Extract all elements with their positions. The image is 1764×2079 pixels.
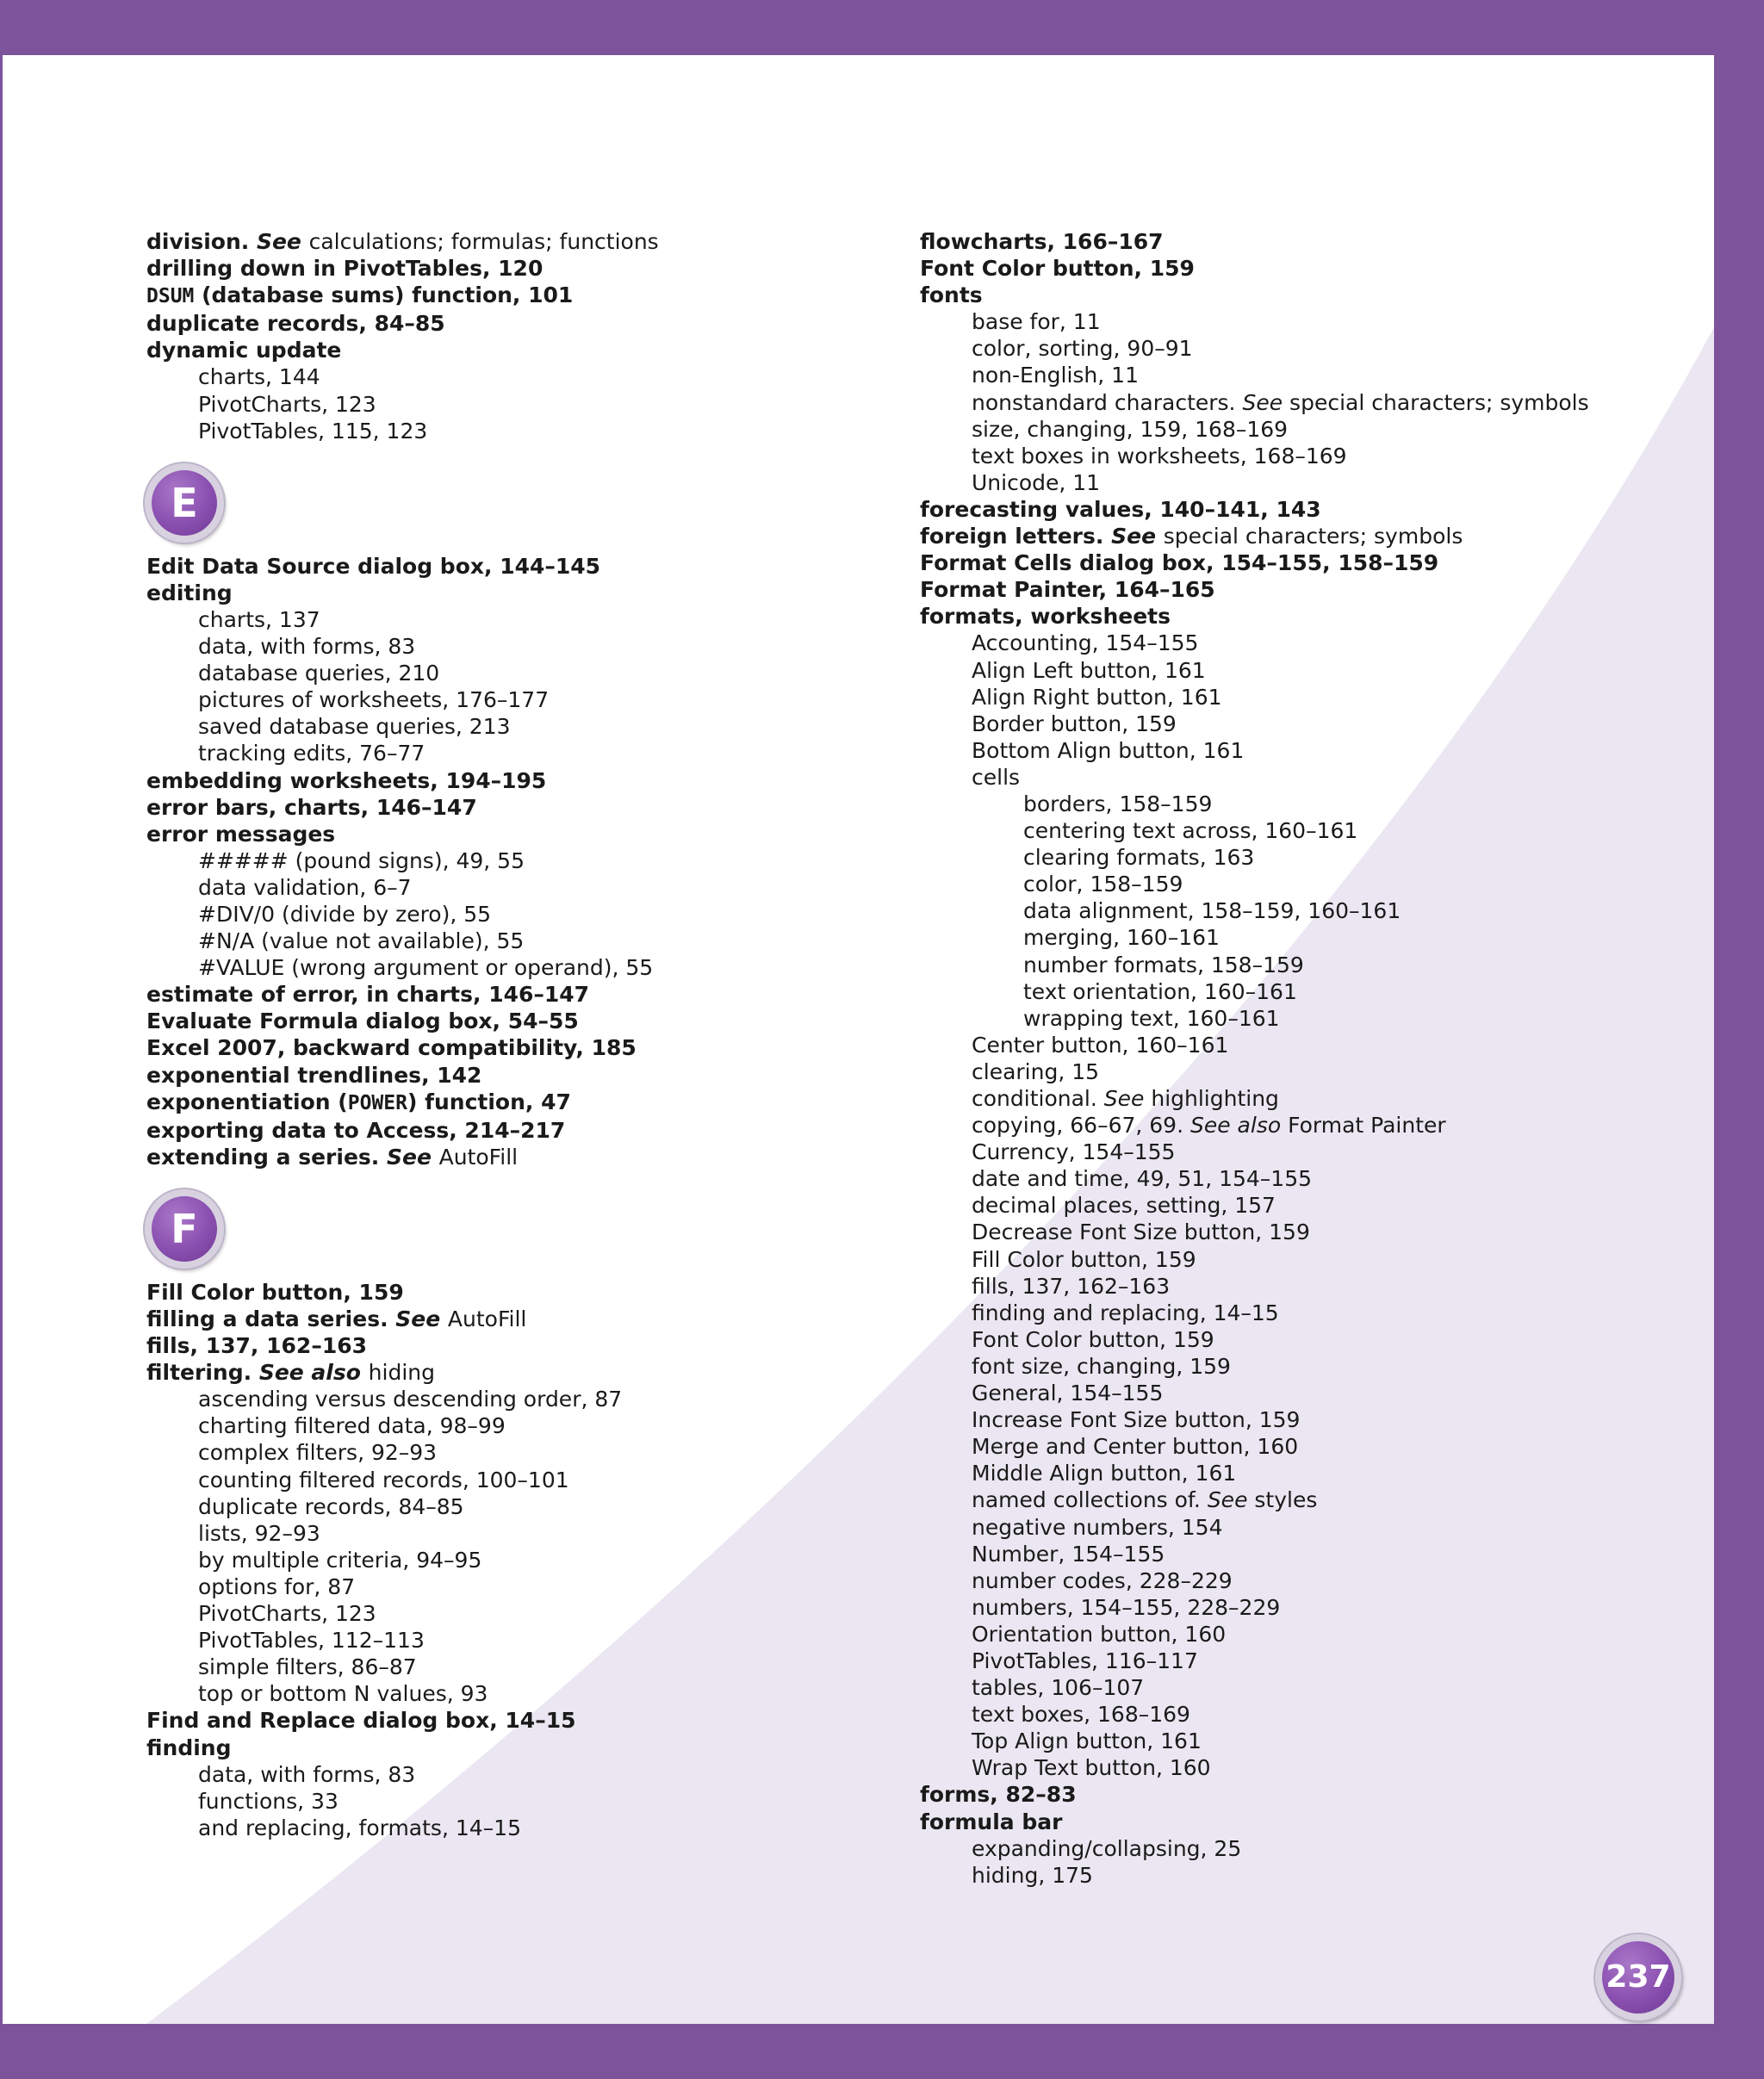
index-subentry <box>920 630 1695 656</box>
letter-badge <box>145 1189 224 1269</box>
entry-text: Merge and Center button, 160 <box>972 1434 1299 1460</box>
entry-text: error messages <box>146 821 336 847</box>
entry-text: Accounting, 154–155 <box>972 630 1199 656</box>
index-subentry <box>920 1058 1695 1085</box>
index-entry <box>920 496 1695 523</box>
entry-text: finding and replacing, 14–15 <box>972 1300 1279 1325</box>
section-letter: E <box>152 470 217 536</box>
index-subentry <box>920 1754 1695 1781</box>
entry-text: #VALUE (wrong argument or operand), 55 <box>198 955 654 981</box>
index-entry <box>146 981 887 1008</box>
entry-text: database queries, 210 <box>198 661 440 686</box>
index-subentry <box>920 817 1695 844</box>
entry-text: Fill Color button, 159 <box>972 1246 1196 1272</box>
entry-text: division. <box>146 229 257 254</box>
entry-text: number formats, 158–159 <box>1023 952 1304 977</box>
entry-text: error bars, charts, 146–147 <box>146 794 477 820</box>
index-subentry <box>920 1326 1695 1353</box>
entry-text: borders, 158–159 <box>1023 791 1213 816</box>
entry-text: filling a data series. <box>146 1306 396 1331</box>
index-entry <box>146 553 887 580</box>
index-entry <box>920 1781 1695 1808</box>
index-subentry <box>920 1486 1695 1513</box>
entry-text: named collections of. <box>972 1487 1208 1513</box>
entry-text: Number, 154–155 <box>972 1541 1165 1567</box>
entry-text: PivotTables, 112–113 <box>198 1628 425 1654</box>
entry-text: exponential trendlines, 142 <box>146 1062 482 1088</box>
index-entry <box>146 255 887 282</box>
entry-text: PivotCharts, 123 <box>198 391 376 417</box>
entry-text: fills, 137, 162–163 <box>972 1273 1171 1299</box>
page-number: 237 <box>1602 1941 1674 2014</box>
index-entry <box>920 576 1695 603</box>
entry-text: options for, 87 <box>198 1573 356 1599</box>
entry-text: forms, 82–83 <box>920 1782 1077 1808</box>
entry-text: exporting data to Access, 214–217 <box>146 1117 566 1143</box>
entry-text: Border button, 159 <box>972 711 1177 736</box>
see-target: AutoFill <box>447 1306 527 1331</box>
index-subentry <box>920 1085 1695 1112</box>
index-subentry <box>146 1547 887 1573</box>
index-entry <box>146 1279 887 1306</box>
entry-text: functions, 33 <box>198 1788 339 1814</box>
index-subentry <box>920 1353 1695 1380</box>
letter-badge <box>145 463 224 543</box>
index-entry <box>146 1735 887 1761</box>
entry-text: (database sums) function, 101 <box>194 282 574 308</box>
index-subentry <box>920 1406 1695 1433</box>
index-entry <box>146 1089 887 1117</box>
entry-text: dynamic update <box>146 338 342 363</box>
index-entry <box>146 1008 887 1034</box>
index-subentry <box>920 952 1695 978</box>
entry-text: extending a series. <box>146 1144 387 1170</box>
index-subentry <box>146 740 887 766</box>
entry-text: forecasting values, 140–141, 143 <box>920 496 1321 522</box>
entry-text: Edit Data Source dialog box, 144–145 <box>146 553 601 579</box>
index-entry <box>146 1306 887 1332</box>
index-entry <box>146 1062 887 1089</box>
index-entry <box>920 255 1695 282</box>
see-reference: See also <box>258 1360 361 1386</box>
entry-text: charts, 137 <box>198 606 320 632</box>
see-target: special characters; symbols <box>1163 524 1463 549</box>
index-subentry <box>920 335 1695 362</box>
index-entry <box>146 821 887 847</box>
entry-text: tracking edits, 76–77 <box>198 741 425 766</box>
entry-text: finding <box>146 1735 232 1760</box>
index-subentry <box>920 1192 1695 1219</box>
index-column-left <box>146 228 887 1841</box>
entry-text: Align Right button, 161 <box>972 684 1222 710</box>
entry-text: color, 158–159 <box>1023 872 1183 897</box>
index-subentry <box>146 1627 887 1654</box>
index-entry <box>146 228 887 255</box>
entry-text: saved database queries, 213 <box>198 714 511 740</box>
index-subentry <box>920 1648 1695 1674</box>
index-entry <box>146 1144 887 1170</box>
index-subentry <box>920 1300 1695 1326</box>
entry-text: #DIV/0 (divide by zero), 55 <box>198 901 492 927</box>
entry-text: embedding worksheets, 194–195 <box>146 767 547 793</box>
entry-text: ##### (pound signs), 49, 55 <box>198 847 525 873</box>
index-subentry <box>146 660 887 686</box>
entry-text: lists, 92–93 <box>198 1520 320 1546</box>
entry-text: Currency, 154–155 <box>972 1139 1176 1165</box>
entry-text: non-English, 11 <box>972 363 1139 388</box>
entry-text: nonstandard characters. <box>972 389 1243 415</box>
index-subentry <box>920 443 1695 469</box>
entry-text: tables, 106–107 <box>972 1675 1145 1701</box>
entry-text: text boxes, 168–169 <box>972 1702 1190 1728</box>
index-subentry <box>920 469 1695 496</box>
entry-text: cells <box>972 764 1021 790</box>
index-entry <box>146 282 887 310</box>
index-subentry <box>920 362 1695 388</box>
index-subentry <box>146 1573 887 1600</box>
entry-text: foreign letters. <box>920 524 1112 549</box>
entry-text: charts, 144 <box>198 364 320 390</box>
entry-text: color, sorting, 90–91 <box>972 336 1193 362</box>
index-subentry <box>920 711 1695 737</box>
index-subentry <box>920 684 1695 711</box>
entry-text: Center button, 160–161 <box>972 1032 1229 1058</box>
index-subentry <box>146 606 887 633</box>
index-subentry <box>920 1621 1695 1648</box>
entry-text: numbers, 154–155, 228–229 <box>972 1594 1281 1620</box>
entry-text: conditional. <box>972 1086 1104 1111</box>
index-subentry <box>146 686 887 713</box>
entry-text: text boxes in worksheets, 168–169 <box>972 443 1347 469</box>
index-entry <box>146 580 887 606</box>
index-entry <box>146 794 887 821</box>
see-reference: See <box>1207 1487 1248 1513</box>
index-subentry <box>146 1680 887 1707</box>
entry-text: date and time, 49, 51, 154–155 <box>972 1166 1313 1192</box>
index-subentry <box>146 1412 887 1439</box>
index-subentry <box>920 1460 1695 1486</box>
index-subentry <box>146 713 887 740</box>
index-subentry <box>920 1165 1695 1192</box>
see-reference: See also <box>1189 1113 1282 1139</box>
entry-text: size, changing, 159, 168–169 <box>972 416 1289 442</box>
see-reference: See <box>1242 389 1283 415</box>
entry-text: base for, 11 <box>972 309 1101 335</box>
index-subentry <box>920 1728 1695 1754</box>
entry-code: DSUM <box>146 285 195 308</box>
entry-text: Fill Color button, 159 <box>146 1279 404 1305</box>
index-subentry <box>920 1541 1695 1567</box>
entry-text: data, with forms, 83 <box>198 634 416 660</box>
entry-text: copying, 66–67, 69. <box>972 1113 1190 1139</box>
index-entry <box>146 1117 887 1144</box>
index-subentry <box>920 1514 1695 1541</box>
index-entry <box>920 603 1695 630</box>
entry-text: complex filters, 92–93 <box>198 1440 438 1466</box>
entry-text: Format Painter, 164–165 <box>920 577 1215 603</box>
entry-text: PivotTables, 116–117 <box>972 1648 1198 1673</box>
entry-text: flowcharts, 166–167 <box>920 229 1164 254</box>
entry-text: Orientation button, 160 <box>972 1621 1227 1647</box>
entry-text: formula bar <box>920 1809 1063 1834</box>
entry-text: top or bottom N values, 93 <box>198 1681 488 1707</box>
index-entry <box>146 1707 887 1734</box>
index-subentry <box>146 1467 887 1493</box>
see-target: hiding <box>368 1360 435 1386</box>
index-column-right <box>920 228 1695 1889</box>
index-subentry <box>920 924 1695 951</box>
see-reference: See <box>256 229 301 254</box>
entry-text: font size, changing, 159 <box>972 1353 1231 1379</box>
entry-text: hiding, 175 <box>972 1862 1093 1888</box>
entry-text: charting filtered data, 98–99 <box>198 1413 506 1439</box>
see-target: special characters; symbols <box>1289 389 1589 415</box>
index-entry <box>920 1809 1695 1835</box>
entry-text: filtering. <box>146 1360 259 1386</box>
see-target: AutoFill <box>438 1144 519 1170</box>
index-subentry <box>920 1273 1695 1300</box>
entry-text: Unicode, 11 <box>972 469 1101 495</box>
index-subentry <box>920 871 1695 897</box>
index-entry <box>920 549 1695 576</box>
index-subentry <box>920 1139 1695 1165</box>
entry-text: expanding/collapsing, 25 <box>972 1835 1242 1861</box>
entry-text: centering text across, 160–161 <box>1023 818 1358 844</box>
bottom-border-band <box>0 2024 1764 2079</box>
entry-text: Find and Replace dialog box, 14–15 <box>146 1708 576 1734</box>
entry-text: text orientation, 160–161 <box>1023 978 1297 1004</box>
entry-text: duplicate records, 84–85 <box>198 1493 464 1519</box>
see-target: highlighting <box>1151 1086 1279 1111</box>
index-entry <box>146 1034 887 1061</box>
index-subentry <box>920 1701 1695 1728</box>
entry-text: decimal places, setting, 157 <box>972 1193 1276 1219</box>
see-target: styles <box>1254 1487 1318 1513</box>
index-subentry <box>146 1815 887 1841</box>
see-reference: See <box>387 1144 432 1170</box>
entry-code: POWER <box>347 1091 407 1114</box>
entry-text: duplicate records, 84–85 <box>146 311 445 337</box>
see-target: calculations; formulas; functions <box>308 229 659 254</box>
see-reference: See <box>1103 1086 1145 1111</box>
index-subentry <box>920 1594 1695 1621</box>
index-subentry <box>920 1112 1695 1139</box>
index-subentry <box>920 389 1695 416</box>
entry-text: Align Left button, 161 <box>972 657 1206 683</box>
entry-text: drilling down in PivotTables, 120 <box>146 256 543 282</box>
index-subentry <box>920 791 1695 817</box>
index-subentry <box>920 737 1695 764</box>
entry-text: Middle Align button, 161 <box>972 1461 1237 1486</box>
entry-text: fonts <box>920 282 983 308</box>
index-subentry <box>146 1788 887 1815</box>
index-subentry <box>920 657 1695 684</box>
index-subentry <box>146 633 887 660</box>
index-subentry <box>920 1835 1695 1862</box>
see-reference: See <box>1111 524 1157 549</box>
entry-text: Format Cells dialog box, 154–155, 158–159 <box>920 550 1439 576</box>
index-subentry <box>146 418 887 444</box>
index-subentry <box>920 1567 1695 1594</box>
section-letter-e <box>146 444 887 553</box>
index-subentry <box>146 928 887 954</box>
entry-text: clearing formats, 163 <box>1023 845 1255 871</box>
index-subentry <box>146 391 887 418</box>
entry-text: number codes, 228–229 <box>972 1567 1233 1593</box>
index-entry <box>920 282 1695 308</box>
entry-text: Bottom Align button, 161 <box>972 737 1245 763</box>
index-subentry <box>920 308 1695 335</box>
entry-text: Increase Font Size button, 159 <box>972 1407 1301 1433</box>
index-subentry <box>920 1005 1695 1032</box>
entry-text-continued: ) function, 47 <box>407 1089 571 1114</box>
see-reference: See <box>395 1306 441 1331</box>
page-number-badge <box>1595 1934 1681 2020</box>
index-subentry <box>146 1520 887 1547</box>
entry-text: General, 154–155 <box>972 1381 1164 1406</box>
index-subentry <box>146 1761 887 1788</box>
index-subentry <box>146 363 887 390</box>
entry-text: fills, 137, 162–163 <box>146 1333 368 1359</box>
index-subentry <box>146 1600 887 1627</box>
index-subentry <box>920 1674 1695 1701</box>
entry-text: merging, 160–161 <box>1023 925 1220 951</box>
index-subentry <box>920 1219 1695 1245</box>
index-entry <box>920 523 1695 549</box>
index-subentry <box>146 1654 887 1680</box>
index-subentry <box>920 1380 1695 1406</box>
entry-text: wrapping text, 160–161 <box>1023 1005 1280 1031</box>
entry-text: data, with forms, 83 <box>198 1761 416 1787</box>
index-subentry <box>920 1246 1695 1273</box>
entry-text: PivotTables, 115, 123 <box>198 418 428 444</box>
entry-text: data alignment, 158–159, 160–161 <box>1023 898 1401 924</box>
index-entry <box>146 337 887 363</box>
index-subentry <box>146 901 887 928</box>
entry-text: Font Color button, 159 <box>972 1326 1214 1352</box>
index-subentry <box>920 764 1695 791</box>
entry-text: Wrap Text button, 160 <box>972 1755 1211 1781</box>
index-subentry <box>920 1032 1695 1058</box>
entry-text: exponentiation ( <box>146 1089 348 1114</box>
index-entry <box>146 767 887 794</box>
index-subentry <box>920 978 1695 1005</box>
index-subentry <box>920 1862 1695 1889</box>
entry-text: #N/A (value not available), 55 <box>198 928 525 954</box>
entry-text: editing <box>146 580 233 605</box>
right-border-band <box>1714 0 1764 2079</box>
index-subentry <box>146 847 887 874</box>
index-subentry <box>146 874 887 901</box>
entry-text: counting filtered records, 100–101 <box>198 1467 569 1493</box>
entry-text: formats, worksheets <box>920 604 1171 630</box>
entry-text: clearing, 15 <box>972 1058 1100 1084</box>
entry-text: Top Align button, 161 <box>972 1728 1202 1754</box>
entry-text: Excel 2007, backward compatibility, 185 <box>146 1035 637 1061</box>
see-target: Format Painter <box>1288 1113 1446 1139</box>
index-entry <box>920 228 1695 255</box>
entry-text: Font Color button, 159 <box>920 256 1195 282</box>
entry-text: Evaluate Formula dialog box, 54–55 <box>146 1008 579 1034</box>
index-entry <box>146 1359 887 1386</box>
entry-text: Decrease Font Size button, 159 <box>972 1219 1310 1245</box>
entry-text: PivotCharts, 123 <box>198 1601 376 1627</box>
entry-text: and replacing, formats, 14–15 <box>198 1815 521 1840</box>
entry-text: simple filters, 86–87 <box>198 1654 417 1680</box>
entry-text: data validation, 6–7 <box>198 874 412 900</box>
index-subentry <box>146 1439 887 1466</box>
index-subentry <box>146 1386 887 1412</box>
index-subentry <box>920 897 1695 924</box>
index-subentry <box>920 844 1695 871</box>
index-subentry <box>146 954 887 981</box>
index-entry <box>146 1332 887 1359</box>
entry-text: negative numbers, 154 <box>972 1514 1223 1540</box>
section-letter-f <box>146 1170 887 1279</box>
index-subentry <box>920 416 1695 443</box>
index-entry <box>146 310 887 337</box>
entry-text: pictures of worksheets, 176–177 <box>198 687 550 713</box>
index-subentry <box>146 1493 887 1520</box>
entry-text: estimate of error, in charts, 146–147 <box>146 982 590 1008</box>
entry-text: ascending versus descending order, 87 <box>198 1387 623 1412</box>
section-letter: F <box>152 1196 217 1262</box>
entry-text: by multiple criteria, 94–95 <box>198 1547 482 1573</box>
index-subentry <box>920 1433 1695 1460</box>
